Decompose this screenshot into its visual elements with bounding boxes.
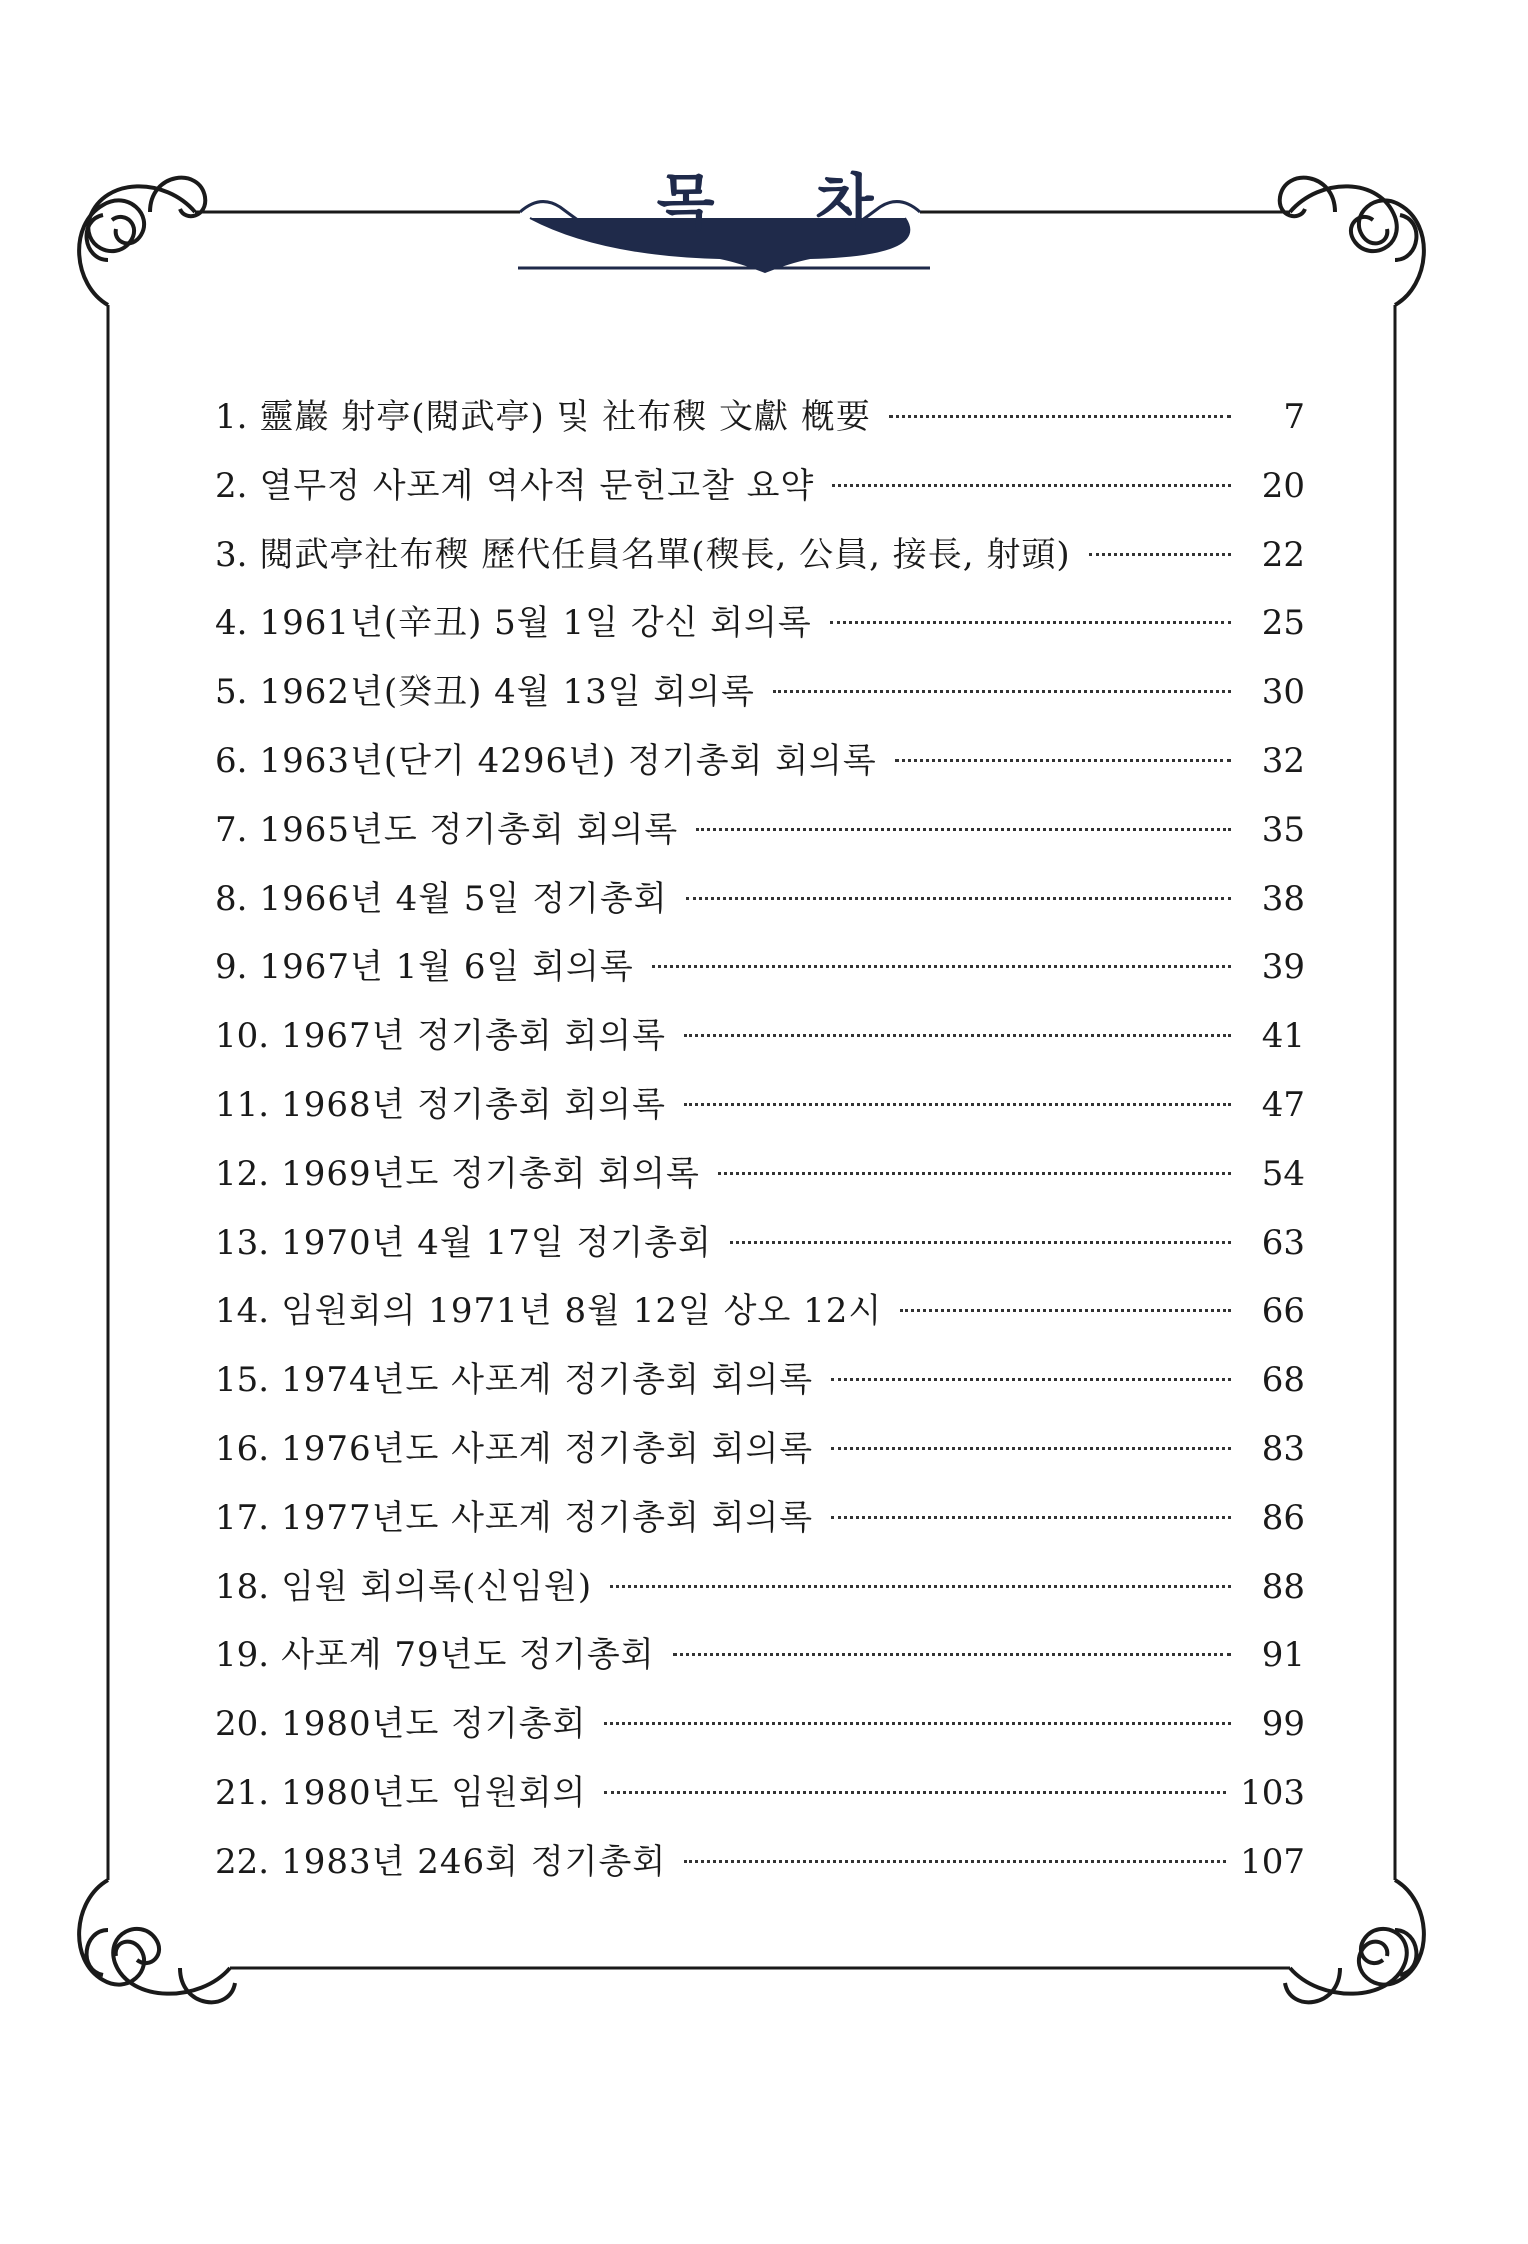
toc-entry-title: 1968년 정기총회 회의록 [281, 1084, 666, 1125]
dot-leader [610, 1585, 1231, 1588]
toc-entry-number: 13. [215, 1222, 270, 1263]
toc-entry-title: 1969년도 정기총회 회의록 [281, 1153, 700, 1194]
toc-entry-title: 1977년도 사포계 정기총회 회의록 [281, 1497, 814, 1538]
toc-entry-page: 30 [1261, 672, 1305, 713]
toc-entry-number: 7. [215, 809, 248, 850]
toc-entry-title: 1980년도 정기총회 [281, 1704, 587, 1745]
page-title: 목 차 [656, 168, 914, 238]
toc-entry-title: 1967년 정기총회 회의록 [281, 1016, 666, 1057]
toc-entry-title: 열무정 사포계 역사적 문헌고찰 요약 [259, 465, 815, 506]
toc-entry-title: 1976년도 사포계 정기총회 회의록 [281, 1428, 814, 1469]
toc-entry[interactable] [215, 1277, 1305, 1346]
toc-entry-number: 6. [215, 740, 248, 781]
dot-leader [604, 1791, 1226, 1794]
dot-leader [831, 1378, 1231, 1381]
toc-entry-page: 83 [1261, 1428, 1305, 1469]
dot-leader [730, 1241, 1231, 1244]
dot-leader [773, 690, 1231, 693]
dot-leader [684, 1034, 1231, 1037]
dot-leader [652, 965, 1231, 968]
dot-leader [686, 897, 1231, 900]
toc-entry-title: 1983년 246회 정기총회 [281, 1841, 667, 1882]
toc-entry-number: 22. [215, 1841, 270, 1882]
toc-entry-page: 39 [1261, 947, 1305, 988]
toc-entry-title: 1965년도 정기총회 회의록 [259, 809, 679, 850]
toc-entry-page: 22 [1261, 534, 1305, 575]
toc-entry[interactable] [215, 1415, 1305, 1484]
toc-list [215, 383, 1305, 1897]
dot-leader [684, 1103, 1231, 1106]
toc-entry-number: 20. [215, 1704, 270, 1745]
corner-ornament-bottom-left [79, 1880, 235, 2002]
toc-entry-number: 14. [215, 1291, 270, 1332]
toc-entry-page: 107 [1240, 1841, 1305, 1882]
toc-entry[interactable] [215, 1553, 1305, 1622]
toc-entry[interactable] [215, 796, 1305, 865]
toc-entry[interactable] [215, 1828, 1305, 1897]
toc-entry-title: 1974년도 사포계 정기총회 회의록 [281, 1360, 814, 1401]
toc-entry-number: 1. [215, 397, 248, 437]
toc-entry-page: 20 [1261, 465, 1305, 506]
toc-entry-number: 12. [215, 1153, 270, 1194]
toc-entry-title: 1966년 4월 5일 정기총회 [259, 878, 668, 919]
toc-entry-page: 103 [1240, 1772, 1305, 1813]
toc-entry[interactable] [215, 383, 1305, 452]
toc-entry[interactable] [215, 1140, 1305, 1209]
toc-entry-number: 3. [215, 534, 248, 575]
dot-leader [831, 1447, 1231, 1450]
dot-leader [1089, 553, 1231, 556]
corner-ornament-bottom-right [1285, 1880, 1424, 2002]
toc-entry-number: 2. [215, 465, 248, 506]
toc-entry-page: 66 [1261, 1291, 1305, 1332]
corner-ornament-top-right [1280, 178, 1424, 305]
toc-entry-page: 32 [1261, 740, 1305, 781]
toc-entry-title: 임원 회의록(신임원) [281, 1566, 593, 1607]
toc-entry[interactable] [215, 1209, 1305, 1278]
toc-entry[interactable] [215, 452, 1305, 521]
toc-entry-title: 閱武亭社布稧 歷代任員名單(稧長, 公員, 接長, 射頭) [259, 534, 1071, 575]
toc-entry-number: 16. [215, 1428, 270, 1469]
toc-entry-page: 54 [1261, 1153, 1305, 1194]
toc-entry[interactable] [215, 1346, 1305, 1415]
toc-entry-page: 91 [1261, 1635, 1305, 1676]
toc-entry-title: 임원회의 1971년 8월 12일 상오 12시 [281, 1291, 883, 1332]
toc-entry[interactable] [215, 1759, 1305, 1828]
toc-entry-number: 9. [215, 947, 248, 988]
toc-entry[interactable] [215, 521, 1305, 590]
toc-entry-page: 7 [1283, 397, 1305, 437]
toc-entry-page: 68 [1261, 1360, 1305, 1401]
toc-entry-title: 1962년(癸丑) 4월 13일 회의록 [259, 672, 755, 713]
toc-title-banner [590, 155, 940, 241]
toc-entry-page: 88 [1261, 1566, 1305, 1607]
toc-entry-number: 19. [215, 1635, 270, 1676]
toc-entry[interactable] [215, 1002, 1305, 1071]
toc-entry[interactable] [215, 1621, 1305, 1690]
toc-entry[interactable] [215, 727, 1305, 796]
toc-entry-page: 35 [1261, 809, 1305, 850]
dot-leader [900, 1309, 1231, 1312]
toc-entry-number: 10. [215, 1016, 270, 1057]
toc-entry[interactable] [215, 1071, 1305, 1140]
dot-leader [718, 1172, 1231, 1175]
toc-entry-page: 99 [1261, 1704, 1305, 1745]
dot-leader [831, 1516, 1231, 1519]
dot-leader [889, 415, 1231, 418]
toc-entry[interactable] [215, 658, 1305, 727]
dot-leader [832, 484, 1231, 487]
toc-entry[interactable] [215, 1484, 1305, 1553]
dot-leader [684, 1860, 1226, 1863]
toc-entry-title: 靈巖 射亭(閱武亭) 및 社布稧 文獻 槪要 [259, 397, 871, 437]
toc-entry-title: 1980년도 임원회의 [281, 1772, 587, 1813]
toc-entry[interactable] [215, 933, 1305, 1002]
toc-entry-number: 15. [215, 1360, 270, 1401]
toc-entry-page: 86 [1261, 1497, 1305, 1538]
corner-ornament-top-left [79, 178, 205, 305]
toc-entry-page: 47 [1261, 1084, 1305, 1125]
dot-leader [696, 828, 1231, 831]
toc-entry-number: 4. [215, 603, 248, 644]
dot-leader [604, 1722, 1231, 1725]
toc-entry-number: 8. [215, 878, 248, 919]
toc-entry-title: 1961년(辛丑) 5월 1일 강신 회의록 [259, 603, 812, 644]
toc-entry-title: 1967년 1월 6일 회의록 [259, 947, 634, 988]
toc-entry-page: 63 [1261, 1222, 1305, 1263]
toc-entry[interactable] [215, 865, 1305, 934]
toc-entry-number: 11. [215, 1084, 270, 1125]
toc-entry-number: 17. [215, 1497, 270, 1538]
toc-entry-page: 38 [1261, 878, 1305, 919]
dot-leader [673, 1653, 1231, 1656]
dot-leader [830, 621, 1231, 624]
toc-entry[interactable] [215, 1690, 1305, 1759]
toc-entry-number: 18. [215, 1566, 270, 1607]
dot-leader [895, 759, 1231, 762]
toc-entry-title: 사포계 79년도 정기총회 [281, 1635, 655, 1676]
toc-entry-page: 41 [1261, 1016, 1305, 1057]
toc-entry-number: 21. [215, 1772, 270, 1813]
toc-entry[interactable] [215, 589, 1305, 658]
toc-entry-title: 1970년 4월 17일 정기총회 [281, 1222, 712, 1263]
toc-entry-title: 1963년(단기 4296년) 정기총회 회의록 [259, 740, 877, 781]
toc-entry-page: 25 [1261, 603, 1305, 644]
toc-entry-number: 5. [215, 672, 248, 713]
